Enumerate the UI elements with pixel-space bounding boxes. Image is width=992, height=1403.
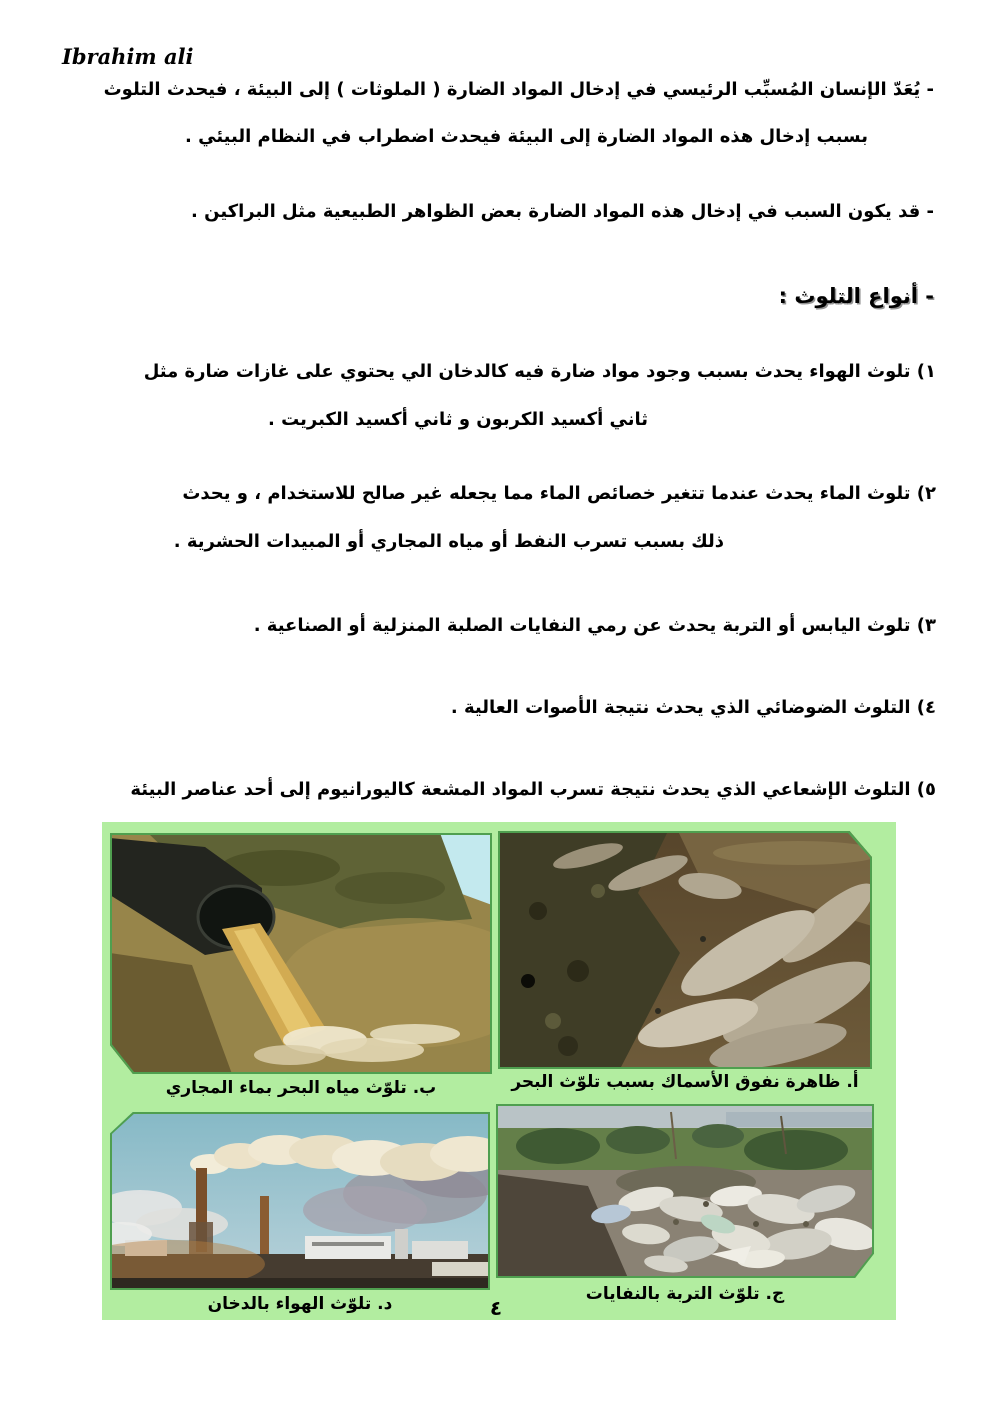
- caption-smoke: د. تلوّث الهواء بالدخان: [207, 1294, 393, 1314]
- list-item-air-2: ثاني أكسيد الكربون و ثاني أكسيد الكبريت .: [267, 409, 648, 430]
- figure-panel: [102, 822, 896, 1320]
- list-item-air-1: ١) تلوث الهواء يحدث بسبب وجود مواد ضارة فيه كالدخان الي يحتوي على غازات ضارة مثل: [143, 361, 936, 382]
- list-item-radiation: ٥) التلوث الإشعاعي الذي يحدث نتيجة تسرب المواد المشعة كاليورانيوم إلى أحد عناصر البيئة: [130, 779, 936, 800]
- section-heading-pollution-types: - أنواع التلوث :: [778, 284, 934, 308]
- signature: Ibrahim ali: [62, 44, 194, 69]
- caption-trash: ج. تلوّث التربة بالنفايات: [585, 1284, 785, 1304]
- photo-dead-fish: [498, 831, 872, 1069]
- list-item-soil: ٣) تلوث اليابس أو التربة يحدث عن رمي النفايات الصلبة المنزلية أو الصناعية .: [253, 615, 936, 636]
- photo-factory-smoke: [110, 1112, 490, 1290]
- intro-line-1: - يُعَدّ الإنسان المُسبِّب الرئيسي في إدخال المواد الضارة ( الملوثات ) إلى البيئة ، فيحدث التلوث: [103, 79, 934, 100]
- list-item-noise: ٤) التلوث الضوضائي الذي يحدث نتيجة الأصوات العالية .: [450, 697, 936, 718]
- caption-sewage: ب. تلوّث مياه البحر بماء المجاري: [165, 1078, 437, 1098]
- caption-fish: أ. ظاهرة نفوق الأسماك بسبب تلوّث البحر: [511, 1072, 859, 1092]
- list-item-water-1: ٢) تلوث الماء يحدث عندما تتغير خصائص الماء مما يجعله غير صالح للاستخدام ، و يحدث: [182, 483, 936, 504]
- intro-line-2: بسبب إدخال هذه المواد الضارة إلى البيئة فيحدث اضطراب في النظام البيئي .: [185, 126, 868, 147]
- page-number: ٤: [489, 1296, 503, 1320]
- photo-sewage-into-sea: [110, 833, 492, 1074]
- list-item-water-2: ذلك بسبب تسرب النفط أو مياه المجاري أو المبيدات الحشرية .: [173, 531, 724, 552]
- photo-trash-dump: [496, 1104, 874, 1278]
- natural-causes-line: - قد يكون السبب في إدخال هذه المواد الضارة بعض الظواهر الطبيعية مثل البراكين .: [191, 201, 934, 222]
